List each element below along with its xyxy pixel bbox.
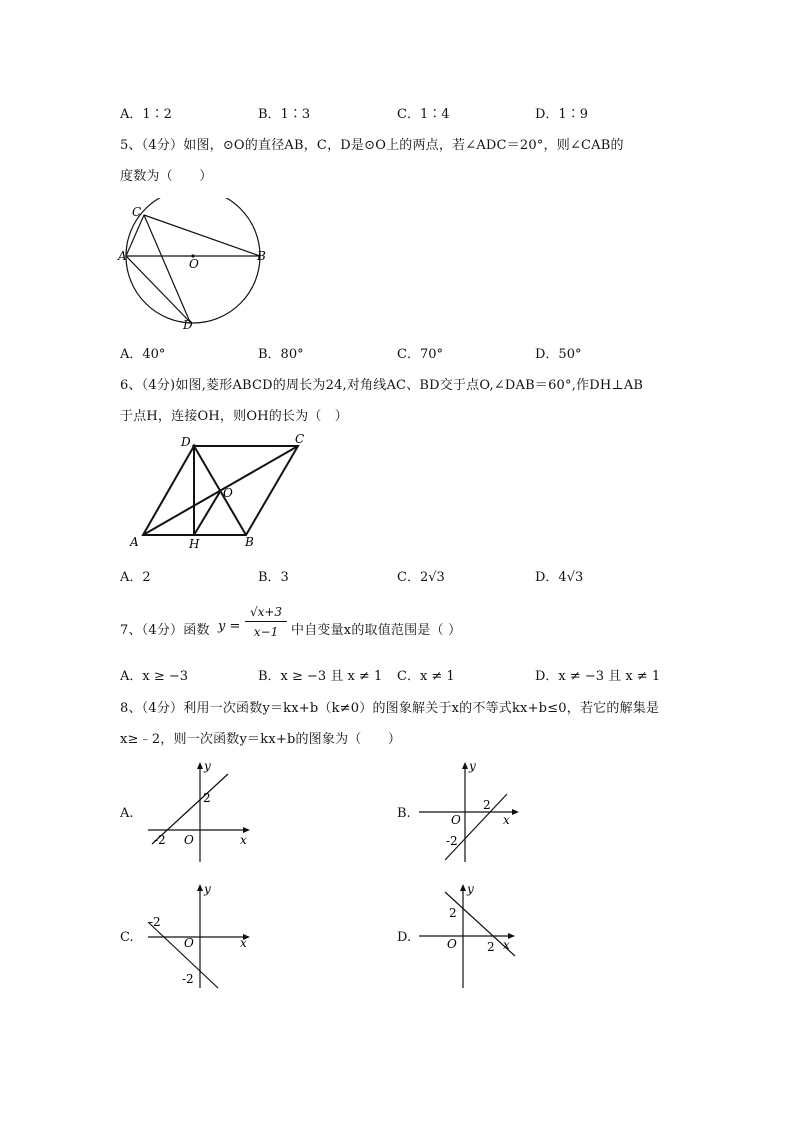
q8-option-a-label[interactable]: A. — [120, 806, 134, 821]
tick-label-neg2: -2 — [154, 833, 166, 847]
y-axis-arrow — [197, 762, 203, 769]
q4-option-c[interactable]: C．1∶4 — [397, 107, 450, 122]
q8-graph-a[interactable] — [140, 758, 260, 868]
y-label: y — [469, 759, 476, 773]
chord-cd — [144, 215, 190, 322]
q7-fraction — [245, 605, 287, 639]
q4-option-a[interactable]: A．1∶2 — [120, 107, 172, 122]
x-axis-arrow — [512, 809, 519, 815]
q8-graph-c[interactable] — [140, 880, 260, 992]
label-b: B — [257, 249, 266, 263]
label-d: D — [183, 318, 193, 332]
q7-stem-prefix: 7、（4分）函数 — [120, 623, 210, 638]
origin-label: O — [447, 937, 457, 951]
q8-stem-line2: x≥﹣2，则一次函数y＝kx+b的图象为（ ） — [120, 732, 402, 747]
segment-oh — [194, 490, 221, 535]
q5-option-d[interactable]: D．50° — [535, 347, 582, 362]
q8-stem-line1: 8、（4分）利用一次函数y＝kx+b（k≠0）的图象解关于x的不等式kx+b≤0，若它的解集是 — [120, 701, 660, 716]
q8-graph-b[interactable] — [415, 758, 535, 868]
q6-option-c[interactable]: C．2√3 — [397, 570, 445, 585]
x-label: x — [503, 938, 510, 952]
q7-option-a[interactable]: A．x ≥ −3 — [120, 669, 189, 684]
q5-option-b[interactable]: B．80° — [258, 347, 304, 362]
q6-stem-line1: 6、（4分)如图,菱形ABCD的周长为24,对角线AC、BD交于点O,∠DAB＝60°,作DH⊥AB — [120, 378, 644, 393]
origin-label: O — [184, 936, 194, 950]
label-d: D — [181, 435, 191, 449]
tick-label-2-x: 2 — [487, 940, 495, 954]
q6-stem-line2: 于点H，连接OH，则OH的长为（ ） — [120, 409, 348, 424]
q5-option-a[interactable]: A．40° — [120, 347, 166, 362]
q4-option-b[interactable]: B．1∶3 — [258, 107, 311, 122]
x-label: x — [503, 813, 510, 827]
q7-y-equals: y = — [218, 619, 241, 634]
y-axis-arrow — [197, 884, 203, 891]
label-a: A — [130, 535, 139, 549]
q5-option-c[interactable]: C．70° — [397, 347, 443, 362]
q7-option-b[interactable]: B．x ≥ −3 且 x ≠ 1 — [258, 669, 383, 684]
y-axis-arrow — [460, 884, 466, 891]
label-b: B — [245, 535, 254, 549]
q5-stem-line1: 5、（4分）如图，⊙O的直径AB，C，D是⊙O上的两点，若∠ADC＝20°，则∠CAB的 — [120, 138, 624, 153]
q6-option-a[interactable]: A．2 — [120, 570, 151, 585]
origin-label: O — [451, 813, 461, 827]
q8-option-c-label[interactable]: C. — [120, 930, 134, 945]
q6-rhombus-figure — [125, 430, 315, 552]
tick-label-neg2: -2 — [446, 834, 458, 848]
y-axis-arrow — [462, 762, 468, 769]
y-label: y — [204, 759, 211, 773]
q7-denominator: x−1 — [253, 625, 279, 639]
tick-label-2: 2 — [203, 791, 211, 805]
y-label: y — [467, 882, 474, 896]
q6-option-b[interactable]: B．3 — [258, 570, 289, 585]
q8-graph-d[interactable] — [415, 880, 535, 992]
label-a: A — [118, 249, 127, 263]
label-c: C — [132, 205, 142, 219]
tick-label-neg2-x: -2 — [149, 915, 161, 929]
label-c: C — [295, 432, 305, 446]
label-h: H — [189, 537, 200, 551]
q7-option-d[interactable]: D．x ≠ −3 且 x ≠ 1 — [535, 669, 661, 684]
q8-option-d-label[interactable]: D. — [397, 930, 412, 945]
q6-option-d[interactable]: D．4√3 — [535, 570, 584, 585]
tick-label-2: 2 — [483, 798, 491, 812]
q7-numerator: √x+3 — [245, 605, 287, 622]
q5-stem-line2: 度数为（ ） — [120, 169, 213, 184]
q4-option-d[interactable]: D．1∶9 — [535, 107, 588, 122]
graph-line — [445, 794, 507, 860]
origin-label: O — [184, 833, 194, 847]
q8-option-b-label[interactable]: B. — [397, 806, 411, 821]
tick-label-neg2-y: -2 — [182, 972, 194, 986]
tick-label-2-y: 2 — [449, 906, 457, 920]
q7-option-c[interactable]: C．x ≠ 1 — [397, 669, 455, 684]
chord-cb — [144, 215, 260, 256]
label-o: O — [223, 486, 233, 500]
q7-stem-suffix: 中自变量x的取值范围是（ ） — [291, 623, 462, 638]
y-label: y — [204, 882, 211, 896]
q5-circle-figure — [115, 198, 275, 338]
x-label: x — [240, 833, 247, 847]
label-o: O — [189, 257, 199, 271]
chord-ad — [126, 256, 190, 322]
x-label: x — [240, 936, 247, 950]
